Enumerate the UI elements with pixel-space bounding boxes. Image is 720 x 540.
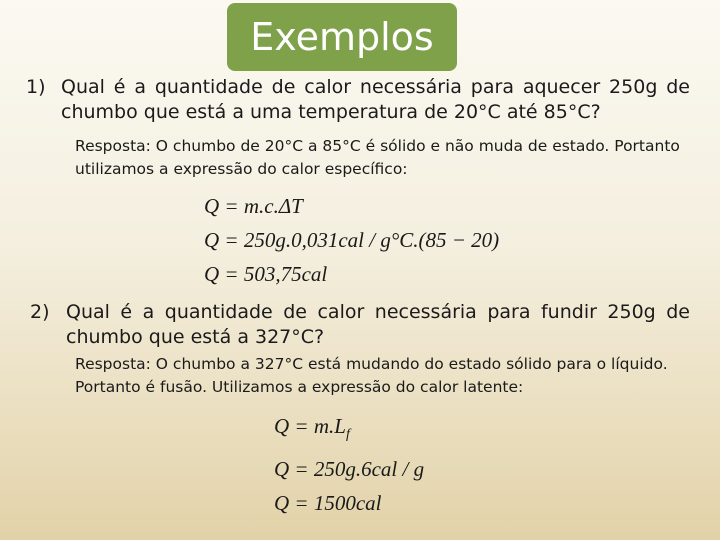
answer-1-line-1: Resposta: O chumbo de 20°C a 85°C é sólido e não muda de estado. Portanto — [75, 137, 680, 155]
equation-2c: Q = 1500cal — [274, 491, 382, 516]
equation-2a-main: Q = m.L — [274, 414, 346, 438]
question-1-text: Qual é a quantidade de calor necessária para aquecer 250g de chumbo que está a uma temperatura de 20°C até 85°C? — [61, 76, 690, 123]
answer-1 — [75, 135, 715, 181]
question-2-number: 2) — [30, 301, 50, 323]
question-2-text: Qual é a quantidade de calor necessária para fundir 250g de chumbo que está a 327°C? — [66, 301, 690, 348]
equation-1a: Q = m.c.ΔT — [204, 194, 303, 218]
answer-1-line-2: utilizamos a expressão do calor específico: — [75, 160, 408, 178]
question-1-number: 1) — [26, 76, 46, 98]
slide-title: Exemplos — [227, 3, 457, 71]
answer-2 — [75, 353, 715, 399]
equation-2a-subscript: f — [345, 427, 350, 443]
equation-2a — [274, 409, 424, 452]
question-1 — [26, 75, 690, 125]
question-2 — [30, 300, 690, 350]
equations-2 — [274, 409, 424, 520]
equation-1b: Q = 250g.0,031cal / g°C.(85 − 20) — [204, 228, 500, 252]
equation-1c: Q = 503,75cal — [204, 262, 328, 286]
equations-1 — [204, 189, 499, 291]
equation-2b: Q = 250g.6cal / g — [274, 457, 425, 482]
answer-2-line-2: Portanto é fusão. Utilizamos a expressão do calor latente: — [75, 378, 524, 396]
answer-2-line-1: Resposta: O chumbo a 327°C está mudando do estado sólido para o líquido. — [75, 355, 668, 373]
